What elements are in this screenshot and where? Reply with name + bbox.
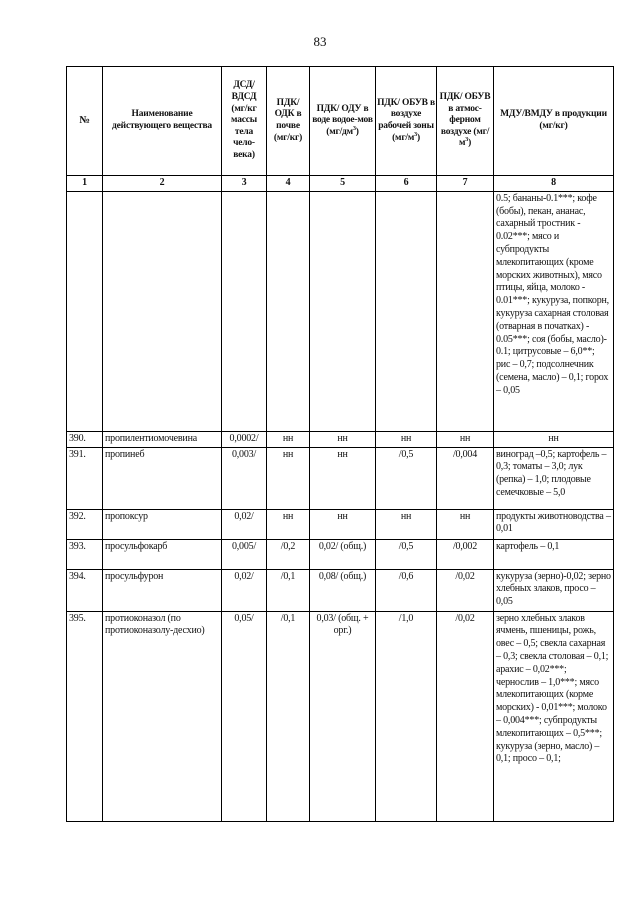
page-number: 83 <box>313 34 327 49</box>
workplace-air-cell: нн <box>376 431 437 447</box>
hygiene-standards-table <box>66 66 614 822</box>
water-cell: нн <box>310 447 376 509</box>
adi-cell: 0,0002/ <box>222 431 267 447</box>
mrl-cell: 0.5; бананы-0.1***; кофе (бобы), пекан, ананас, сахарный тростник - 0.02***; мясо и субпродукты млекопитающих (кроме морских животных), мясо птицы, яйца, молоко - 0.01***; кукуруза, попкорн, кукуруза сахарная столовая (отварная в початках) - 0.05***; соя (бобы, масло)- 0.1; цитрусовые – 6,0**; рис – 0,7; подсолнечник (семена, масло) – 0,1; горох – 0,05 <box>494 191 614 431</box>
soil-cell: нн <box>267 509 310 539</box>
substance-name: протиоконазол (по протиоконазолу-десхио) <box>103 611 222 821</box>
mrl-cell: картофель – 0,1 <box>494 539 614 569</box>
adi-cell: 0,02/ <box>222 509 267 539</box>
mrl-cell: продукты животноводства – 0,01 <box>494 509 614 539</box>
table-row <box>67 569 614 611</box>
mrl-cell: нн <box>494 431 614 447</box>
mrl-cell: зерно хлебных злаков ячмень, пшеницы, рожь, овес – 0,5; свекла сахарная – 0,3; свекла столовая – 0,1; арахис – 0,02***; чернослив – 1,0***; мясо млекопитающих (корме морских) - 0,01***; молоко – 0,004***; субпродукты млекопитающих – 0,5***; кукуруза (зерно, масло) – 0,1; просо – 0,1; <box>494 611 614 821</box>
table-row <box>67 431 614 447</box>
row-number: 395. <box>67 611 103 821</box>
atmospheric-air-cell: /0,02 <box>437 569 494 611</box>
atmospheric-air-cell: /0,004 <box>437 447 494 509</box>
adi-cell: 0,02/ <box>222 569 267 611</box>
soil-cell: /0,1 <box>267 611 310 821</box>
water-cell: нн <box>310 431 376 447</box>
column-number: 7 <box>437 176 494 192</box>
header-soil: ПДК/ ОДК в почве (мг/кг) <box>267 67 310 176</box>
soil-cell: нн <box>267 431 310 447</box>
table-row <box>67 509 614 539</box>
workplace-air-cell: /0,6 <box>376 569 437 611</box>
atmospheric-air-cell: /0,02 <box>437 611 494 821</box>
atmospheric-air-cell: нн <box>437 509 494 539</box>
row-number: 391. <box>67 447 103 509</box>
water-cell: 0,03/ (общ. + орг.) <box>310 611 376 821</box>
mrl-cell: виноград –0,5; картофель – 0,3; томаты – 3,0; лук (репка) – 1,0; плодовые семечковые – 5,0 <box>494 447 614 509</box>
row-number: 392. <box>67 509 103 539</box>
substance-name: просульфокарб <box>103 539 222 569</box>
column-number: 6 <box>376 176 437 192</box>
mrl-cell: кукуруза (зерно)-0,02; зерно хлебных злаков, просо – 0,05 <box>494 569 614 611</box>
header-mrl: МДУ/ВМДУ в продукции (мг/кг) <box>494 67 614 176</box>
soil-cell: /0,1 <box>267 569 310 611</box>
adi-cell: 0,005/ <box>222 539 267 569</box>
substance-name: пропинеб <box>103 447 222 509</box>
table-row <box>67 539 614 569</box>
column-number: 8 <box>494 176 614 192</box>
header-adi: ДСД/ ВДСД (мг/кг массы тела чело-века) <box>222 67 267 176</box>
column-number: 4 <box>267 176 310 192</box>
workplace-air-cell: /1,0 <box>376 611 437 821</box>
row-number: 390. <box>67 431 103 447</box>
atmospheric-air-cell: /0,002 <box>437 539 494 569</box>
header-water: ПДК/ ОДУ в воде водое-мов $(мг/дм^3)$ <box>310 67 376 176</box>
table-row <box>67 447 614 509</box>
header-substance-name: Наименование действующего вещества <box>103 67 222 176</box>
water-cell: нн <box>310 509 376 539</box>
adi-cell: 0,003/ <box>222 447 267 509</box>
atmospheric-air-cell: нн <box>437 431 494 447</box>
column-number: 5 <box>310 176 376 192</box>
header-workplace-air: ПДК/ ОБУВ в воздухе рабочей зоны $(мг/м^3)$ <box>376 67 437 176</box>
column-number-row <box>67 176 614 192</box>
column-number: 3 <box>222 176 267 192</box>
soil-cell: нн <box>267 447 310 509</box>
header-row <box>67 67 614 176</box>
column-number: 2 <box>103 176 222 192</box>
substance-name: пропоксур <box>103 509 222 539</box>
row-number: 394. <box>67 569 103 611</box>
row-number: 393. <box>67 539 103 569</box>
table-row <box>67 611 614 821</box>
column-number: 1 <box>67 176 103 192</box>
workplace-air-cell: /0,5 <box>376 539 437 569</box>
substance-name: пропилентиомочевина <box>103 431 222 447</box>
header-number: № <box>67 67 103 176</box>
water-cell: 0,08/ (общ.) <box>310 569 376 611</box>
workplace-air-cell: /0,5 <box>376 447 437 509</box>
header-atmospheric-air: ПДК/ ОБУВ в атмос-ферном воздухе $(мг/м^3)$ <box>437 67 494 176</box>
soil-cell: /0,2 <box>267 539 310 569</box>
adi-cell: 0,05/ <box>222 611 267 821</box>
water-cell: 0,02/ (общ.) <box>310 539 376 569</box>
substance-name: просульфурон <box>103 569 222 611</box>
workplace-air-cell: нн <box>376 509 437 539</box>
continuation-row <box>67 191 614 431</box>
